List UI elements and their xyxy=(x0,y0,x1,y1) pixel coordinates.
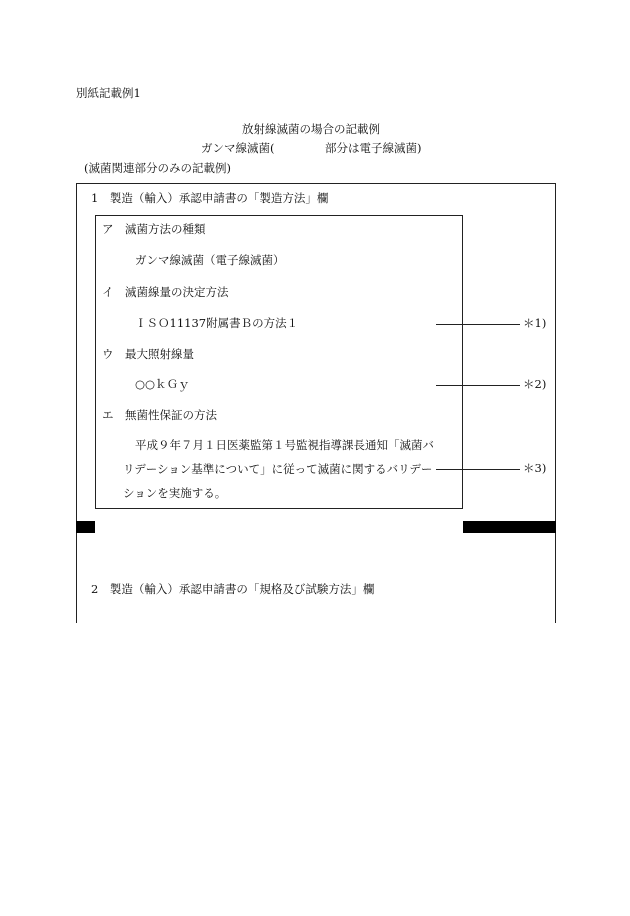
left-black-bar xyxy=(76,521,95,533)
section2-heading: 2 製造（輸入）承認申請書の「規格及び試験方法」欄 xyxy=(91,582,375,596)
note2-marker: ＊2) xyxy=(523,377,547,391)
header-label: 別紙記載例1 xyxy=(76,86,141,100)
item-i-label: イ 滅菌線量の決定方法 xyxy=(102,285,229,299)
subtitle: (滅菌関連部分のみの記載例) xyxy=(84,161,231,175)
note3-marker: ＊3) xyxy=(523,461,547,475)
note1-leader-line xyxy=(436,324,520,325)
title-electron-label: 部分は電子線滅菌) xyxy=(325,141,422,155)
item-e-value-line3: ションを実施する。 xyxy=(123,486,227,500)
item-a-label: ア 滅菌方法の種類 xyxy=(102,222,206,236)
document-title: 放射線滅菌の場合の記載例 xyxy=(242,122,380,136)
title-gamma-label: ガンマ線滅菌( xyxy=(201,141,275,155)
note1-marker: ＊1) xyxy=(523,316,547,330)
item-e-value-line1: 平成９年７月１日医薬監第１号監視指導課長通知「滅菌バ xyxy=(135,438,434,452)
section1-heading: 1 製造（輸入）承認申請書の「製造方法」欄 xyxy=(91,191,329,205)
note3-leader-line xyxy=(436,469,520,470)
item-u-value: ○○ｋＧｙ xyxy=(135,377,190,391)
item-a-value: ガンマ線滅菌（電子線滅菌） xyxy=(135,253,285,267)
right-black-bar xyxy=(463,521,556,533)
item-e-label: エ 無菌性保証の方法 xyxy=(102,408,217,422)
note2-leader-line xyxy=(436,385,520,386)
item-u-label: ウ 最大照射線量 xyxy=(102,347,194,361)
item-e-value-line2: リデーション基準について」に従って滅菌に関するバリデー xyxy=(123,462,433,476)
item-i-value: ＩＳＯ11137附属書Ｂの方法１ xyxy=(135,316,299,330)
